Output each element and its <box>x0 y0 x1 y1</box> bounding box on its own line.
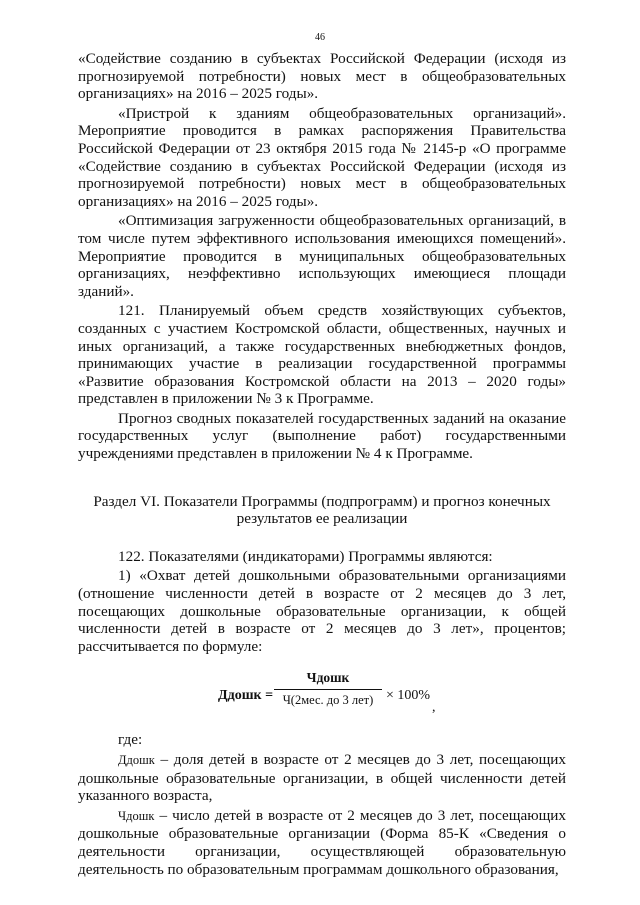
formula-denominator: Ч(2мес. до 3 лет) <box>282 693 374 707</box>
paragraph: «Пристрой к зданиям общеобразовательных организаций». Мероприятие проводится в рамках распоряжения Правительства Российской Федерации от 23 октября 2015 года № 2145-р «О программе «Содействие созданию в субъектах Российской Федерации (исходя из прогнозируемой потребности) новых мест в общеобразовательных организациях» на 2016 – 2025 годы». <box>78 104 566 210</box>
page-number: 46 <box>315 32 325 43</box>
formula <box>78 669 566 729</box>
definition-symbol: Чдошк <box>118 808 155 823</box>
definition-symbol: Ддошк <box>118 753 155 767</box>
definition <box>78 807 566 878</box>
paragraph: Прогноз сводных показателей государственных заданий на оказание государственных услуг (выполнение работ) государственными учреждениями представлен в приложении № 4 к Программе. <box>78 409 566 463</box>
section-heading-line: Раздел VI. Показатели Программы (подпрограмм) и прогноз конечных <box>93 492 551 510</box>
section-heading <box>78 493 566 528</box>
formula-comma: , <box>432 700 436 716</box>
indicator-paragraph: 1) «Охват детей дошкольными образовательными организациями (отношение численности детей в возрасте от 2 месяцев до 3 лет, посещающих дошкольные образовательные организации, к общей численности детей в возрасте от 2 месяцев до 3 лет», процентов; рассчитывается по формуле: <box>78 567 566 655</box>
definition-text: – число детей в возрасте от 2 месяцев до 3 лет, посещающих дошкольные образовательные организации (Форма 85-К «Сведения о деятельности организации, осуществляющей образовательную деятельность по образовательным программам дошкольного образования, <box>78 806 566 878</box>
formula-numerator: Чдошк <box>274 669 382 690</box>
formula-fraction <box>274 669 382 709</box>
paragraph: «Оптимизация загруженности общеобразовательных организаций, в том числе путем эффективного использования имеющихся помещений». Мероприятие проводится в муниципальных общеобразовательных организациях, неэффективно использующих имеющиеся площади зданий». <box>78 212 566 300</box>
section-heading-line: результатов ее реализации <box>236 510 408 528</box>
paragraph: «Содействие созданию в субъектах Российской Федерации (исходя из прогнозируемой потребности) новых мест в общеобразовательных организациях» на 2016 – 2025 годы». <box>78 50 566 103</box>
paragraph-121: 121. Планируемый объем средств хозяйствующих субъектов, созданных с участием Костромской области, общественных, научных и иных организаций, а также государственных внебюджетных фондов, принимающих участие в реализации государственной программы «Развитие образования Костромской области на 2013 – 2020 годы» представлен в приложении № 3 к Программе. <box>78 302 566 408</box>
paragraph-122: 122. Показателями (индикаторами) Программы являются: <box>118 547 493 565</box>
formula-lhs: Ддошк = <box>218 688 274 704</box>
where-label: где: <box>118 731 143 749</box>
definition <box>78 751 566 805</box>
formula-multiplier: × 100% <box>386 688 431 704</box>
page-body <box>78 50 566 880</box>
definition-text: – доля детей в возрасте от 2 месяцев до 3 лет, посещающих дошкольные образовательные организации, в общей численности детей указанного возраста, <box>78 751 566 805</box>
